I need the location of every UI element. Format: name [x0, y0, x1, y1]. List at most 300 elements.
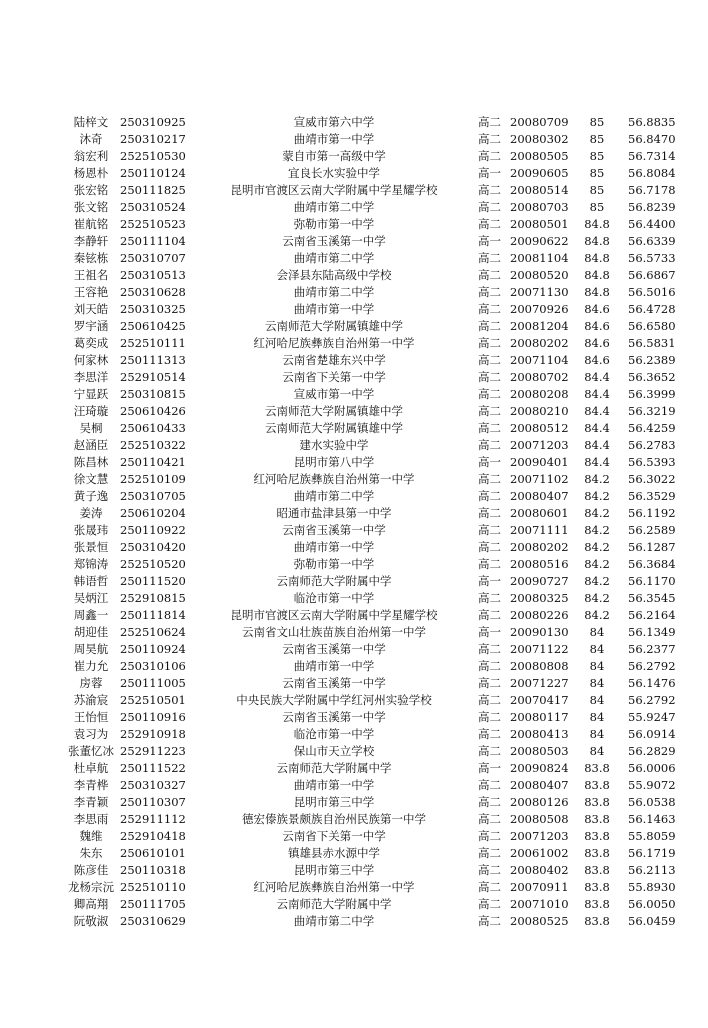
student-name-cell: 沐奇	[79, 132, 103, 146]
score-cell: 84.4	[584, 455, 610, 469]
student-name-cell: 陈彦佳	[73, 863, 109, 877]
converted-score-cell: 56.4259	[628, 421, 676, 435]
converted-score-cell: 56.5393	[628, 455, 676, 469]
score-cell: 84	[589, 625, 605, 639]
school-name-cell: 云南省玉溪第一中学	[282, 642, 386, 656]
table-row	[64, 301, 698, 318]
table-row	[64, 505, 698, 522]
student-name-cell: 罗宇涵	[73, 319, 109, 333]
score-cell: 84.8	[584, 251, 610, 265]
converted-score-cell: 56.3545	[628, 591, 676, 605]
table-row	[64, 641, 698, 658]
converted-score-cell: 56.3999	[628, 387, 676, 401]
school-name-cell: 昆明市第八中学	[293, 455, 375, 469]
school-name-cell: 保山市天立学校	[293, 744, 375, 758]
student-name-cell: 张景恒	[73, 540, 109, 554]
birth-date-cell: 20080117	[510, 710, 569, 724]
score-cell: 84.6	[584, 336, 610, 350]
student-name-cell: 宁显跃	[73, 387, 109, 401]
school-name-cell: 曲靖市第二中学	[293, 285, 375, 299]
grade-cell: 高二	[478, 404, 501, 418]
table-row	[64, 488, 698, 505]
score-cell: 84.2	[584, 472, 610, 486]
student-name-cell: 张晟玮	[73, 523, 109, 537]
grade-cell: 高一	[478, 234, 501, 248]
grade-cell: 高一	[478, 625, 501, 639]
birth-date-cell: 20080126	[510, 795, 569, 809]
score-cell: 85	[589, 200, 605, 214]
table-row	[64, 369, 698, 386]
converted-score-cell: 56.7178	[628, 183, 676, 197]
school-name-cell: 曲靖市第二中学	[293, 489, 375, 503]
school-name-cell: 中央民族大学附属中学红河州实验学校	[236, 693, 432, 707]
birth-date-cell: 20061002	[510, 846, 569, 860]
converted-score-cell: 56.4400	[628, 217, 676, 231]
school-name-cell: 云南省玉溪第一中学	[282, 710, 386, 724]
school-name-cell: 曲靖市第一中学	[293, 132, 375, 146]
student-name-cell: 陈昌林	[73, 455, 109, 469]
birth-date-cell: 20080325	[510, 591, 569, 605]
converted-score-cell: 56.5831	[628, 336, 676, 350]
student-name-cell: 姜涛	[79, 506, 103, 520]
converted-score-cell: 55.9072	[628, 778, 676, 792]
table-row	[64, 182, 698, 199]
student-name-cell: 张董忆冰	[68, 744, 114, 758]
birth-date-cell: 20080808	[510, 659, 569, 673]
table-row	[64, 148, 698, 165]
grade-cell: 高二	[478, 319, 501, 333]
birth-date-cell: 20071203	[510, 829, 569, 843]
school-name-cell: 昆明市第三中学	[293, 795, 375, 809]
exam-id-cell: 252510530	[120, 149, 186, 163]
student-name-cell: 黄子逸	[73, 489, 109, 503]
school-name-cell: 曲靖市第一中学	[293, 540, 375, 554]
converted-score-cell: 55.8059	[628, 829, 676, 843]
score-cell: 83.8	[584, 880, 610, 894]
grade-cell: 高二	[478, 863, 501, 877]
exam-id-cell: 250310628	[120, 285, 186, 299]
school-name-cell: 昆明市官渡区云南大学附属中学星耀学校	[230, 183, 438, 197]
student-name-cell: 王怡恒	[73, 710, 109, 724]
converted-score-cell: 56.1719	[628, 846, 676, 860]
school-name-cell: 昭通市盐津县第一中学	[276, 506, 392, 520]
exam-id-cell: 250110922	[120, 523, 186, 537]
grade-cell: 高二	[478, 795, 501, 809]
grade-cell: 高二	[478, 880, 501, 894]
table-row	[64, 199, 698, 216]
table-row	[64, 862, 698, 879]
score-cell: 84.2	[584, 540, 610, 554]
student-name-cell: 陆梓文	[73, 115, 109, 129]
exam-id-cell: 250310106	[120, 659, 186, 673]
score-cell: 84.2	[584, 506, 610, 520]
table-row	[64, 879, 698, 896]
birth-date-cell: 20080512	[510, 421, 569, 435]
converted-score-cell: 56.2829	[628, 744, 676, 758]
birth-date-cell: 20080402	[510, 863, 569, 877]
student-name-cell: 魏维	[79, 829, 103, 843]
table-row	[64, 607, 698, 624]
grade-cell: 高二	[478, 897, 501, 911]
school-name-cell: 弥勒市第一中学	[293, 217, 375, 231]
table-row	[64, 165, 698, 182]
grade-cell: 高二	[478, 183, 501, 197]
school-name-cell: 云南师范大学附属中学	[276, 761, 392, 775]
score-cell: 83.8	[584, 846, 610, 860]
school-name-cell: 德宏傣族景颇族自治州民族第一中学	[242, 812, 426, 826]
grade-cell: 高二	[478, 506, 501, 520]
birth-date-cell: 20080601	[510, 506, 569, 520]
table-row	[64, 420, 698, 437]
student-name-cell: 阮敬淑	[73, 914, 109, 928]
score-cell: 84	[589, 659, 605, 673]
exam-id-cell: 250610425	[120, 319, 186, 333]
table-body	[64, 114, 698, 930]
exam-id-cell: 252911223	[120, 744, 186, 758]
student-name-cell: 赵涵臣	[73, 438, 109, 452]
birth-date-cell: 20080407	[510, 489, 569, 503]
converted-score-cell: 56.8470	[628, 132, 676, 146]
birth-date-cell: 20080407	[510, 778, 569, 792]
birth-date-cell: 20090130	[510, 625, 569, 639]
exam-id-cell: 250110307	[120, 795, 186, 809]
table-row	[64, 437, 698, 454]
table-row	[64, 777, 698, 794]
birth-date-cell: 20080516	[510, 557, 569, 571]
table-row	[64, 709, 698, 726]
birth-date-cell: 20071130	[510, 285, 569, 299]
exam-id-cell: 252910815	[120, 591, 186, 605]
converted-score-cell: 56.1170	[628, 574, 676, 588]
converted-score-cell: 55.9247	[628, 710, 676, 724]
score-cell: 85	[589, 149, 605, 163]
birth-date-cell: 20071102	[510, 472, 569, 486]
table-row	[64, 556, 698, 573]
student-name-cell: 王祖名	[73, 268, 109, 282]
school-name-cell: 曲靖市第一中学	[293, 659, 375, 673]
grade-cell: 高二	[478, 489, 501, 503]
grade-cell: 高二	[478, 540, 501, 554]
grade-cell: 高二	[478, 557, 501, 571]
student-name-cell: 袁习为	[73, 727, 109, 741]
exam-id-cell: 250610433	[120, 421, 186, 435]
converted-score-cell: 55.8930	[628, 880, 676, 894]
table-row	[64, 216, 698, 233]
grade-cell: 高二	[478, 829, 501, 843]
grade-cell: 高二	[478, 200, 501, 214]
student-name-cell: 房蓉	[79, 676, 103, 690]
exam-id-cell: 250110124	[120, 166, 186, 180]
score-cell: 84.2	[584, 489, 610, 503]
school-name-cell: 建水实验中学	[299, 438, 369, 452]
table-row	[64, 590, 698, 607]
score-cell: 83.8	[584, 795, 610, 809]
converted-score-cell: 56.0459	[628, 914, 676, 928]
exam-id-cell: 250111005	[120, 676, 186, 690]
exam-id-cell: 250310513	[120, 268, 186, 282]
converted-score-cell: 56.8239	[628, 200, 676, 214]
birth-date-cell: 20070926	[510, 302, 569, 316]
converted-score-cell: 56.3684	[628, 557, 676, 571]
score-cell: 84	[589, 676, 605, 690]
score-cell: 84.8	[584, 285, 610, 299]
birth-date-cell: 20080505	[510, 149, 569, 163]
converted-score-cell: 56.3652	[628, 370, 676, 384]
table-row	[64, 811, 698, 828]
table-row	[64, 794, 698, 811]
student-name-cell: 徐文慧	[73, 472, 109, 486]
birth-date-cell: 20080525	[510, 914, 569, 928]
exam-id-cell: 252910514	[120, 370, 186, 384]
exam-id-cell: 250310707	[120, 251, 186, 265]
exam-id-cell: 250610101	[120, 846, 186, 860]
student-name-cell: 韩语哲	[73, 574, 109, 588]
table-row	[64, 675, 698, 692]
grade-cell: 高二	[478, 710, 501, 724]
converted-score-cell: 56.1192	[628, 506, 676, 520]
score-cell: 83.8	[584, 778, 610, 792]
converted-score-cell: 56.2792	[628, 693, 676, 707]
student-name-cell: 龙杨宗沅	[68, 880, 114, 894]
exam-id-cell: 250110421	[120, 455, 186, 469]
birth-date-cell: 20080514	[510, 183, 569, 197]
score-cell: 84.8	[584, 268, 610, 282]
student-name-cell: 朱东	[79, 846, 103, 860]
exam-id-cell: 252910918	[120, 727, 186, 741]
grade-cell: 高二	[478, 302, 501, 316]
table-row	[64, 471, 698, 488]
grade-cell: 高二	[478, 438, 501, 452]
school-name-cell: 红河哈尼族彝族自治州第一中学	[253, 880, 415, 894]
grade-cell: 高二	[478, 744, 501, 758]
table-row	[64, 828, 698, 845]
converted-score-cell: 56.2783	[628, 438, 676, 452]
grade-cell: 高二	[478, 149, 501, 163]
score-cell: 85	[589, 166, 605, 180]
converted-score-cell: 56.3529	[628, 489, 676, 503]
grade-cell: 高二	[478, 472, 501, 486]
school-name-cell: 曲靖市第二中学	[293, 251, 375, 265]
school-name-cell: 宣威市第六中学	[293, 115, 375, 129]
exam-id-cell: 250111520	[120, 574, 186, 588]
birth-date-cell: 20070911	[510, 880, 569, 894]
exam-id-cell: 250310815	[120, 387, 186, 401]
table-row	[64, 267, 698, 284]
school-name-cell: 曲靖市第一中学	[293, 778, 375, 792]
grade-cell: 高二	[478, 285, 501, 299]
school-name-cell: 镇雄县赤水源中学	[288, 846, 380, 860]
student-name-cell: 汪琦璇	[73, 404, 109, 418]
table-row	[64, 896, 698, 913]
school-name-cell: 会泽县东陆高级中学校	[276, 268, 392, 282]
school-name-cell: 云南省下关第一中学	[282, 370, 386, 384]
student-name-cell: 崔航铭	[73, 217, 109, 231]
birth-date-cell: 20071111	[510, 523, 569, 537]
table-row	[64, 352, 698, 369]
table-row	[64, 284, 698, 301]
exam-id-cell: 252510520	[120, 557, 186, 571]
school-name-cell: 红河哈尼族彝族自治州第一中学	[253, 336, 415, 350]
grade-cell: 高二	[478, 676, 501, 690]
school-name-cell: 云南省文山壮族苗族自治州第一中学	[242, 625, 426, 639]
student-name-cell: 吴炳江	[73, 591, 109, 605]
grade-cell: 高二	[478, 642, 501, 656]
birth-date-cell: 20080520	[510, 268, 569, 282]
school-name-cell: 弥勒市第一中学	[293, 557, 375, 571]
birth-date-cell: 20080208	[510, 387, 569, 401]
grade-cell: 高二	[478, 812, 501, 826]
grade-cell: 高二	[478, 353, 501, 367]
school-name-cell: 临沧市第一中学	[293, 591, 375, 605]
grade-cell: 高一	[478, 455, 501, 469]
school-name-cell: 昆明市第三中学	[293, 863, 375, 877]
table-row	[64, 624, 698, 641]
exam-id-cell: 250310925	[120, 115, 186, 129]
birth-date-cell: 20080202	[510, 336, 569, 350]
converted-score-cell: 56.8835	[628, 115, 676, 129]
birth-date-cell: 20080202	[510, 540, 569, 554]
score-cell: 84	[589, 744, 605, 758]
table-row	[64, 658, 698, 675]
grade-cell: 高二	[478, 251, 501, 265]
birth-date-cell: 20071227	[510, 676, 569, 690]
score-cell: 84.4	[584, 438, 610, 452]
exam-id-cell: 252910418	[120, 829, 186, 843]
exam-id-cell: 252510523	[120, 217, 186, 231]
converted-score-cell: 56.0050	[628, 897, 676, 911]
exam-id-cell: 250310705	[120, 489, 186, 503]
student-name-cell: 杜卓航	[73, 761, 109, 775]
school-name-cell: 曲靖市第二中学	[293, 914, 375, 928]
grade-cell: 高一	[478, 574, 501, 588]
school-name-cell: 云南省玉溪第一中学	[282, 676, 386, 690]
grade-cell: 高二	[478, 523, 501, 537]
table-row	[64, 726, 698, 743]
converted-score-cell: 56.3022	[628, 472, 676, 486]
converted-score-cell: 56.1476	[628, 676, 676, 690]
school-name-cell: 云南省玉溪第一中学	[282, 523, 386, 537]
exam-id-cell: 250310325	[120, 302, 186, 316]
score-cell: 84.2	[584, 591, 610, 605]
table-row	[64, 114, 698, 131]
grade-cell: 高一	[478, 166, 501, 180]
exam-id-cell: 252510109	[120, 472, 186, 486]
school-name-cell: 蒙自市第一高级中学	[282, 149, 386, 163]
exam-id-cell: 250610426	[120, 404, 186, 418]
exam-id-cell: 250110318	[120, 863, 186, 877]
exam-id-cell: 252510110	[120, 880, 186, 894]
exam-id-cell: 250310217	[120, 132, 186, 146]
score-cell: 84	[589, 642, 605, 656]
exam-id-cell: 250111705	[120, 897, 186, 911]
converted-score-cell: 56.1463	[628, 812, 676, 826]
table-row	[64, 845, 698, 862]
exam-id-cell: 252510111	[120, 336, 186, 350]
student-name-cell: 苏渝宸	[73, 693, 109, 707]
grade-cell: 高二	[478, 336, 501, 350]
score-cell: 84.6	[584, 319, 610, 333]
student-name-cell: 葛奕成	[73, 336, 109, 350]
student-name-cell: 李思洋	[73, 370, 109, 384]
birth-date-cell: 20080709	[510, 115, 569, 129]
exam-id-cell: 252510624	[120, 625, 186, 639]
table-row	[64, 573, 698, 590]
student-name-cell: 李静轩	[73, 234, 109, 248]
converted-score-cell: 56.7314	[628, 149, 676, 163]
score-cell: 84.4	[584, 370, 610, 384]
converted-score-cell: 56.3219	[628, 404, 676, 418]
score-cell: 84	[589, 710, 605, 724]
student-name-cell: 杨恩朴	[73, 166, 109, 180]
table-row	[64, 131, 698, 148]
grade-cell: 高二	[478, 727, 501, 741]
student-name-cell: 崔力允	[73, 659, 109, 673]
exam-id-cell: 252510501	[120, 693, 186, 707]
score-cell: 84.6	[584, 302, 610, 316]
student-name-cell: 王容艳	[73, 285, 109, 299]
exam-id-cell: 250110916	[120, 710, 186, 724]
grade-cell: 高二	[478, 846, 501, 860]
converted-score-cell: 56.4728	[628, 302, 676, 316]
birth-date-cell: 20080302	[510, 132, 569, 146]
score-cell: 83.8	[584, 914, 610, 928]
student-name-cell: 吴桐	[79, 421, 103, 435]
converted-score-cell: 56.5016	[628, 285, 676, 299]
birth-date-cell: 20071203	[510, 438, 569, 452]
score-cell: 85	[589, 183, 605, 197]
birth-date-cell: 20090605	[510, 166, 569, 180]
school-name-cell: 云南师范大学附属中学	[276, 574, 392, 588]
school-name-cell: 云南省楚雄东兴中学	[282, 353, 386, 367]
exam-id-cell: 250310327	[120, 778, 186, 792]
birth-date-cell: 20071010	[510, 897, 569, 911]
student-name-cell: 胡迎佳	[73, 625, 109, 639]
table-row	[64, 692, 698, 709]
exam-id-cell: 250310524	[120, 200, 186, 214]
table-row	[64, 403, 698, 420]
converted-score-cell: 56.0914	[628, 727, 676, 741]
birth-date-cell: 20080703	[510, 200, 569, 214]
grade-cell: 高二	[478, 914, 501, 928]
converted-score-cell: 56.6867	[628, 268, 676, 282]
score-cell: 84.2	[584, 574, 610, 588]
exam-id-cell: 250310420	[120, 540, 186, 554]
birth-date-cell: 20090401	[510, 455, 569, 469]
score-cell: 84.2	[584, 557, 610, 571]
converted-score-cell: 56.8084	[628, 166, 676, 180]
student-name-cell: 周鑫一	[73, 608, 109, 622]
birth-date-cell: 20080226	[510, 608, 569, 622]
score-cell: 84.2	[584, 608, 610, 622]
converted-score-cell: 56.0538	[628, 795, 676, 809]
score-cell: 83.8	[584, 897, 610, 911]
exam-id-cell: 252510322	[120, 438, 186, 452]
table-row	[64, 454, 698, 471]
table-row	[64, 318, 698, 335]
birth-date-cell: 20071104	[510, 353, 569, 367]
birth-date-cell: 20090727	[510, 574, 569, 588]
converted-score-cell: 56.5733	[628, 251, 676, 265]
exam-id-cell: 250111522	[120, 761, 186, 775]
school-name-cell: 云南师范大学附属镇雄中学	[265, 421, 403, 435]
school-name-cell: 云南师范大学附属镇雄中学	[265, 404, 403, 418]
table-row	[64, 335, 698, 352]
converted-score-cell: 56.2589	[628, 523, 676, 537]
grade-cell: 高二	[478, 115, 501, 129]
table-row	[64, 250, 698, 267]
birth-date-cell: 20070417	[510, 693, 569, 707]
student-name-cell: 何家林	[73, 353, 109, 367]
